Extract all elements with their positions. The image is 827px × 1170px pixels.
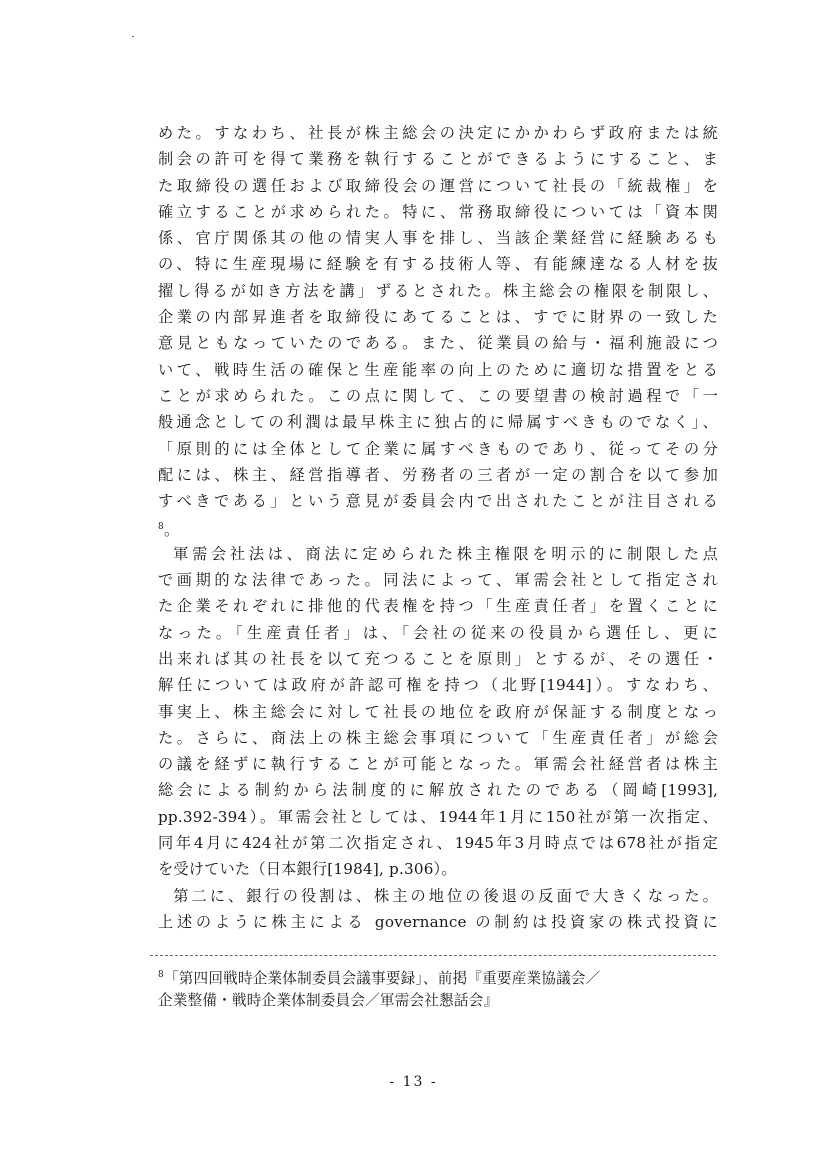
text-line: た企業それぞれに排他的代表権を持つ「生産責任者」を置くことに — [158, 597, 718, 616]
text-line: 擢し得るが如き方法を講」ずるとされた。株主総会の権限を制限し、 — [158, 281, 718, 300]
text-line: 「原則的には全体として企業に属すべきものであり、従ってその分 — [158, 439, 718, 458]
text-line: た取締役の選任および取締役会の運営について社長の「統裁権」を — [158, 176, 718, 195]
footnote — [158, 962, 718, 1014]
text-line: で画期的な法律であった。同法によって、軍需会社として指定され — [158, 571, 718, 590]
scan-speck — [132, 36, 134, 37]
text-line: 同年4月に424社が第二次指定され、1945年3月時点では678社が指定 — [158, 834, 718, 853]
text-line: pp.392-394）。軍需会社としては、1944年1月に150社が第一次指定、 — [158, 807, 718, 826]
text-line: 企業の内部昇進者を取締役にあてることは、すでに財界の一致した — [158, 308, 718, 327]
text-line: 解任については政府が許認可権を持つ（北野[1944]）。すなわち、 — [158, 676, 718, 695]
footnote-line: 企業整備・戦時企業体制委員会／軍需会社懇話会』 — [158, 992, 499, 1009]
text-line — [158, 514, 718, 540]
text-line: すべきである」という意見が委員会内で出されたことが注目される — [158, 492, 718, 511]
text-line: いて、戦時生活の確保と生産能率の向上のために適切な措置をとる — [158, 360, 718, 379]
text-line: 出来れば其の社長を以て充つることを原則」とするが、その選任・ — [158, 649, 718, 668]
text-line: 確立することが求められた。特に、常務取締役については「資本関 — [158, 202, 718, 221]
footnote-mark: 8 — [158, 970, 164, 980]
text-line: の議を経ずに執行することが可能となった。軍需会社経営者は株主 — [158, 755, 718, 774]
text-line: を受けていた（日本銀行[1984], p.306）。 — [158, 860, 457, 879]
text-line: 意見ともなっていたのである。また、従業員の給与・福利施設につ — [158, 334, 718, 353]
body-text — [158, 120, 718, 935]
text-line: 配には、株主、経営指導者、労務者の三者が一定の割合を以て参加 — [158, 465, 718, 484]
footnote-ref-tail: 。 — [163, 521, 180, 540]
text-line: なった。「生産責任者」は、「会社の従来の役員から選任し、更に — [158, 623, 718, 642]
text-line: の、特に生産現場に経験を有する技術人等、有能練達なる人材を抜 — [158, 255, 718, 274]
text-line: 般通念としての利潤は最早株主に独占的に帰属すべきものでなく」、 — [158, 413, 718, 432]
text-line: 第二に、銀行の役割は、株主の地位の後退の反面で大きくなった。 — [173, 886, 718, 905]
page-number: - 13 - — [389, 1074, 438, 1090]
text-line: ことが求められた。この点に関して、この要望書の検討過程で「一 — [158, 386, 718, 405]
text-line: 上述のように株主による governance の制約は投資家の株式投資に — [158, 912, 718, 931]
footnote-text: 「第四回戦時企業体制委員会議事要録」、前掲『重要産業協議会／ — [163, 970, 601, 987]
footnote-divider — [150, 955, 716, 956]
text-line: 事実上、株主総会に対して社長の地位を政府が保証する制度となっ — [158, 702, 718, 721]
footnote-line — [158, 962, 718, 988]
text-line: 制会の許可を得て業務を執行することができるようにすること、ま — [158, 150, 718, 169]
text-line: 総会による制約から法制度的に解放されたのである（岡崎[1993], — [158, 781, 718, 800]
footnote-ref[interactable]: 8 — [158, 522, 164, 533]
text-line: 係、官庁関係其の他の情実人事を排し、当該企業経営に経験あるも — [158, 229, 718, 248]
text-line: 軍需会社法は、商法に定められた株主権限を明示的に制限した点 — [173, 544, 718, 563]
text-line: めた。すなわち、社長が株主総会の決定にかかわらず政府または統 — [158, 124, 718, 142]
text-line: た。さらに、商法上の株主総会事項について「生産責任者」が総会 — [158, 728, 718, 747]
